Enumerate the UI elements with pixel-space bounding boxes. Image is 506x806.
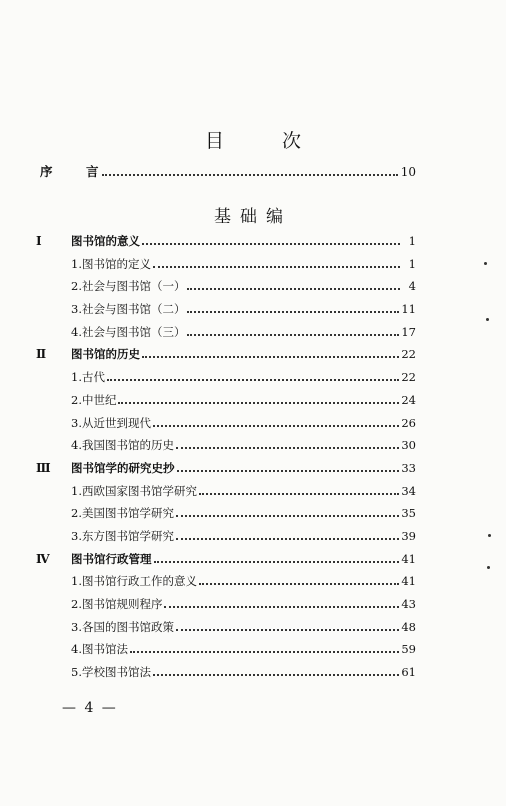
toc-entry-title: 3.各国的图书馆政策	[71, 619, 174, 634]
leader-dots	[187, 288, 400, 290]
toc-entry-row	[36, 256, 416, 279]
toc-page-number: 30	[401, 438, 416, 453]
preface-page-number: 10	[400, 165, 416, 179]
toc-page-number: 59	[401, 642, 416, 657]
toc-list	[36, 233, 416, 687]
toc-page-number: 41	[401, 551, 416, 566]
toc-page-number: 1	[408, 234, 416, 248]
toc-entry-title: 2.中世纪	[71, 392, 117, 407]
toc-entry-title: 图书馆行政管理	[71, 551, 152, 566]
toc-entry-row	[36, 483, 416, 506]
preface-label-part2: 言	[86, 164, 99, 179]
toc-page-number: 48	[401, 619, 416, 634]
section-heading: 基础编	[214, 207, 292, 227]
toc-entry-row	[36, 505, 416, 528]
toc-page-number: 34	[401, 483, 416, 498]
toc-page-number: 22	[401, 370, 416, 385]
toc-page-number: 17	[401, 324, 416, 339]
leader-dots	[176, 629, 399, 631]
leader-dots	[102, 174, 398, 176]
toc-entry-row	[36, 301, 416, 324]
leader-dots	[164, 606, 399, 608]
toc-entry-row	[36, 415, 416, 438]
toc-page-number: 61	[401, 665, 416, 680]
scan-speck	[486, 318, 489, 321]
toc-entry-title: 图书馆的历史	[71, 347, 140, 362]
toc-page-number: 33	[401, 460, 416, 475]
toc-entry-row	[36, 392, 416, 415]
leader-dots	[142, 243, 400, 245]
leader-dots	[176, 538, 399, 540]
leader-dots	[187, 334, 399, 336]
leader-dots	[177, 470, 400, 472]
toc-page-number: 41	[401, 574, 416, 589]
toc-page-number: 24	[401, 392, 416, 407]
leader-dots	[199, 493, 399, 495]
page-title-part2: 次	[282, 130, 302, 152]
toc-entry-row	[36, 641, 416, 664]
toc-entry-row	[36, 664, 416, 687]
scan-speck	[488, 534, 491, 537]
toc-entry-title: 3.社会与图书馆（二）	[71, 302, 186, 317]
toc-entry-title: 图书馆的意义	[71, 234, 140, 248]
toc-entry-row	[36, 437, 416, 460]
toc-entry-title: 2.美国图书馆学研究	[71, 506, 174, 521]
toc-entry-title: 1.古代	[71, 370, 105, 385]
toc-page-number: 26	[401, 415, 416, 430]
toc-chapter-numeral: Ⅱ	[36, 347, 47, 362]
toc-entry-row	[36, 324, 416, 347]
toc-chapter-numeral: Ⅳ	[36, 551, 50, 566]
toc-chapter-row	[36, 233, 416, 256]
toc-chapter-row	[36, 551, 416, 574]
leader-dots	[153, 266, 400, 268]
toc-page-number: 4	[408, 279, 416, 294]
toc-entry-title: 图书馆学的研究史抄	[71, 460, 175, 475]
leader-dots	[118, 402, 399, 404]
toc-page-number: 1	[408, 256, 416, 271]
leader-dots	[187, 311, 399, 313]
toc-entry-title: 1.图书馆的定义	[71, 256, 151, 271]
toc-entry-title: 1.图书馆行政工作的意义	[71, 574, 197, 589]
leader-dots	[107, 379, 399, 381]
toc-entry-row	[36, 278, 416, 301]
toc-page-number: 22	[401, 347, 416, 362]
toc-chapter-numeral: Ⅲ	[36, 460, 51, 475]
toc-entry-title: 1.西欧国家图书馆学研究	[71, 483, 197, 498]
toc-chapter-numeral: Ⅰ	[36, 234, 42, 248]
scan-speck	[484, 262, 487, 265]
toc-entry-row	[36, 596, 416, 619]
toc-entry-title: 4.图书馆法	[71, 642, 128, 657]
toc-entry-title: 3.东方图书馆学研究	[71, 528, 174, 543]
toc-entry-row	[36, 369, 416, 392]
toc-entry-title: 4.社会与图书馆（三）	[71, 324, 186, 339]
leader-dots	[199, 583, 399, 585]
leader-dots	[153, 674, 399, 676]
leader-dots	[130, 651, 399, 653]
leader-dots	[154, 561, 400, 563]
toc-entry-title: 2.图书馆规则程序	[71, 597, 163, 611]
toc-page-number: 39	[401, 528, 416, 543]
leader-dots	[142, 356, 399, 358]
toc-page-number: 11	[401, 302, 416, 317]
toc-entry-title: 2.社会与图书馆（一）	[71, 279, 186, 294]
scan-speck	[487, 566, 490, 569]
page-title-part1: 目	[204, 130, 224, 152]
toc-entry-title: 3.从近世到现代	[71, 415, 151, 430]
toc-entry-row	[36, 528, 416, 551]
toc-page-number: 35	[401, 506, 416, 521]
leader-dots	[153, 425, 399, 427]
leader-dots	[176, 515, 399, 517]
toc-entry-title: 4.我国图书馆的历史	[71, 438, 174, 453]
leader-dots	[176, 447, 399, 449]
preface-entry	[40, 162, 416, 180]
toc-entry-title: 5.学校图书馆法	[71, 665, 151, 680]
page-title	[0, 126, 506, 153]
toc-page-number: 43	[401, 597, 416, 611]
toc-chapter-row	[36, 460, 416, 483]
page-number-footer: — 4 —	[62, 700, 118, 716]
toc-entry-row	[36, 573, 416, 596]
toc-chapter-row	[36, 346, 416, 369]
preface-label-part1: 序	[40, 164, 53, 179]
toc-entry-row	[36, 619, 416, 642]
